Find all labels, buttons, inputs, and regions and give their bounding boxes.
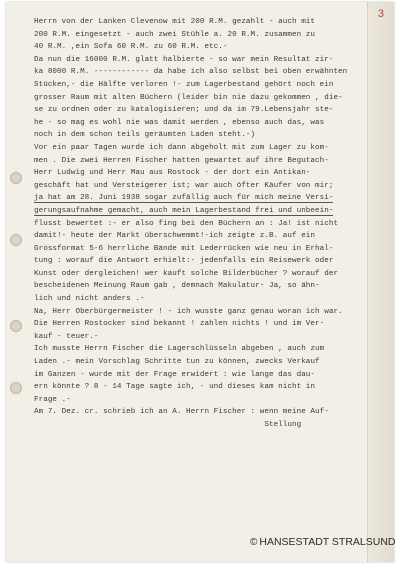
text-line: Grossformat 5-6 herrliche Bände mit Lederrücken wie neu in Erhal- [34,244,334,253]
text-line: 40 R.M. ,ein Sofa 60 R.M. zu 60 R.M. etc.- [34,43,228,52]
text-line: grosser Raum mit alten Büchern (leider bin nie dazu gekommen , die- [34,93,343,102]
text-line: Die Herren Rostocker sind bekannt ! zahlen nichts ! und im Ver- [34,320,325,329]
archive-watermark [250,536,396,548]
underlined-text: gerungsaufnahme gemacht, auch mein Lagerbestand frei und unbeein- [34,206,334,215]
typewritten-letter [34,16,359,432]
page-number: 3 [377,8,384,20]
text-line: noch in dem schon teils geräumten Laden steht.-) [34,131,256,140]
text-line: Na, Herr Oberbürgermeister ! - ich wusste ganz genau woran ich war. [34,307,343,316]
punch-hole [10,382,22,394]
text-line: flusst bewertet :- er also fing bei den Büchern an : Ja! ist nicht [34,219,339,228]
text-line: kauf - teuer.- [34,332,99,341]
text-line: Am 7. Dez. cr. schrieb ich an A. Herrn Fischer : wenn meine Auf- [34,408,329,417]
text-line: geschäft hat und Versteigerer ist; war auch öfter Käufer von mir; [34,181,334,190]
text-line: Kunst oder dergleichen! wer kauft solche Bilderbücher ? worauf der [34,269,339,278]
watermark-text: HANSESTADT STRALSUND [259,536,396,548]
text-line: 200 R.M. eingesetzt - auch zwei Stühle a. 20 R.M. zusammen zu [34,30,316,39]
text-line: he - so mag es wohl nie was damit werden , ebenso auch das, was [34,118,325,127]
text-line: Frage .- [34,395,71,404]
underlined-text: ja hat am 28. Juni 1938 sogar zufällig auch für mich meine Versi- [34,194,334,203]
text-line-underlined [34,205,359,218]
punch-hole [10,172,22,184]
text-line: lich und nicht anders .- [34,295,145,304]
text-line: Vor ein paar Tagen wurde ich dann abgeholt mit zum Lager zu kom- [34,143,329,152]
underlying-page-edge [367,2,394,562]
text-line: men . Die zwei Herren Fischer hatten gewartet auf ihre Begutach- [34,156,329,165]
text-line: Laden .- mein Vorschlag Schritte tun zu können, zwecks Verkauf [34,358,320,367]
text-line: Stellung [34,421,302,429]
text-line: Da nun die 16000 R.M. glatt halbierte - so war mein Resultat zir- [34,55,334,64]
text-line-underlined [34,192,359,205]
document-page [6,2,394,562]
text-line: se zu ordnen oder zu katalogisieren; und da im 79.Lebensjahr ste- [34,106,334,115]
text-line: Stücken,- die Hälfte verloren !- zum Lagerbestand gehört noch ein [34,80,334,89]
punch-hole [10,320,22,332]
text-line: tung : worauf die Antwort erhielt:- jedenfalls ein Reisewerk oder [34,257,334,266]
text-line: damit!- heute der Markt überschwemmt!-ich zeigte z.B. auf ein [34,232,316,241]
copyright-icon: © [250,537,258,548]
punch-hole [10,234,22,246]
text-line: ka 8000 R.M. ------------ da habe ich also selbst bei oben erwähnten [34,68,348,77]
text-line: ern könnte ? 8 - 14 Tage sagte ich, - und dieses kam nicht in [34,383,316,392]
text-line: bescheidenen Meinung Raum gab , demnach Makulatur- Ja, so ähn- [34,282,320,291]
text-line: Ich musste Herrn Fischer die Lagerschlüsseln abgeben , auch zum [34,345,325,354]
text-line: im Ganzen - wurde mit der Frage erwidert : wie lange das dau- [34,370,316,379]
text-line: Herr Ludwig und Herr Mau aus Rostock - der dort ein Antikan- [34,169,311,178]
text-line: Herrn von der Lanken Clevenow mit 200 R.M. gezahlt - auch mit [34,18,316,26]
